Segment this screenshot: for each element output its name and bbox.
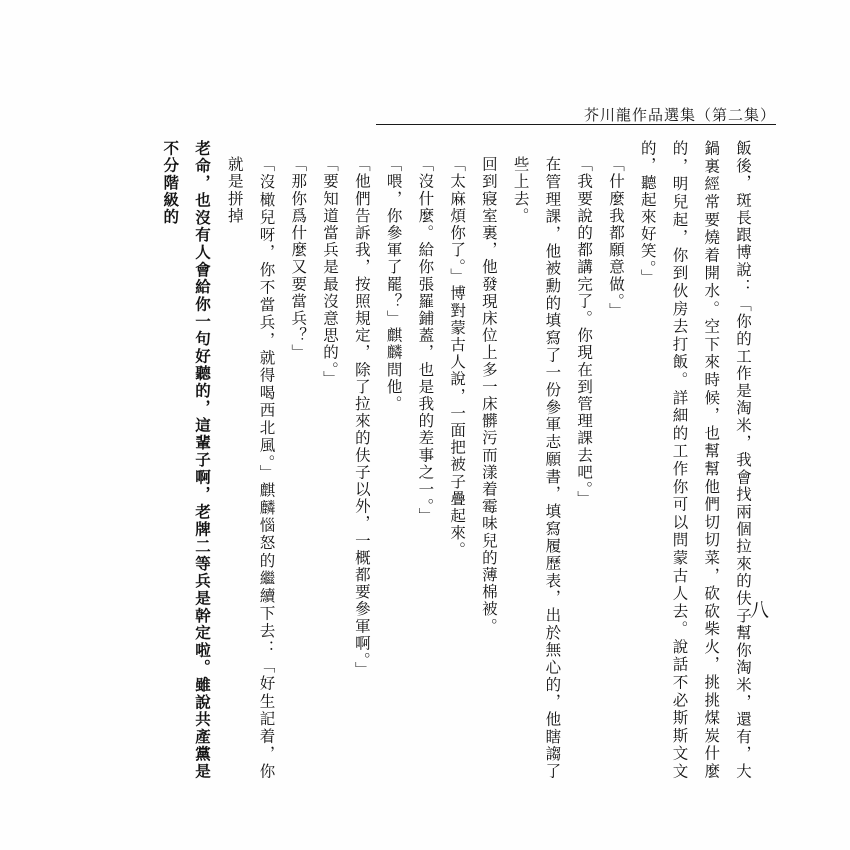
page-number: 八 — [747, 600, 769, 619]
running-header — [584, 104, 776, 125]
paragraph: 「他們告訴我，按照規定，除了拉來的伕子以外，一概都要參軍啊。」 — [352, 156, 371, 679]
paragraph: 回到寢室裏，他發現床位上多一床髒污而漾着霉味兒的薄棉被。 — [479, 156, 498, 635]
paragraph: 在管理課，他被勳的填寫了一份參軍志願書，填寫履歷表，出於無心的，他瞎謅了些上去。 — [511, 156, 562, 780]
paragraph: 「沒橄兒呀，你不當兵，就得喝西北風。」麒麟惱怒的繼續下去：「好生記着，你就是拼掉 — [225, 156, 276, 780]
paragraph: 老命，也沒有人會給你一句好聽的，這輩子啊，老牌二等兵是幹定啦。雖說共產黨是不分階級的 — [161, 140, 212, 780]
paragraph: 「我要說的都講完了。你現在到管理課去吧。」 — [575, 156, 594, 508]
header-rule — [376, 124, 776, 125]
paragraph: 飯後，斑長跟博說：「你的工作是淘米，我會找兩個拉來的伕子幫你淘米，還有，大鍋裏經常要燒着開水。空下來時候，也幫幫他們切切菜，砍砍柴火，挑挑煤炭什麼的，明兒起，你到伙房去打飯。詳細的工作你可以問蒙古人去。說話不必斯斯文文的，聽起來好笑。」 — [638, 140, 752, 780]
running-header-text: 芥川龍作品選集（第二集） — [583, 106, 776, 124]
paragraph: 「要知道當兵是最沒意思的。」 — [321, 156, 340, 388]
paragraph: 「太麻煩你了。」博對蒙古人說，一面把被子疊起來。 — [448, 156, 467, 559]
paragraph: 「什麼我都願意做。」 — [606, 156, 625, 320]
paragraph: 「沒什麼。給你張羅鋪蓋，也是我的差事之一。」 — [416, 156, 435, 525]
paragraph: 「那你爲什麼又要當兵？」 — [289, 156, 308, 362]
body-text — [161, 140, 758, 780]
paragraph: 「喂，你參軍了罷？」麒麟問他。 — [384, 156, 403, 413]
